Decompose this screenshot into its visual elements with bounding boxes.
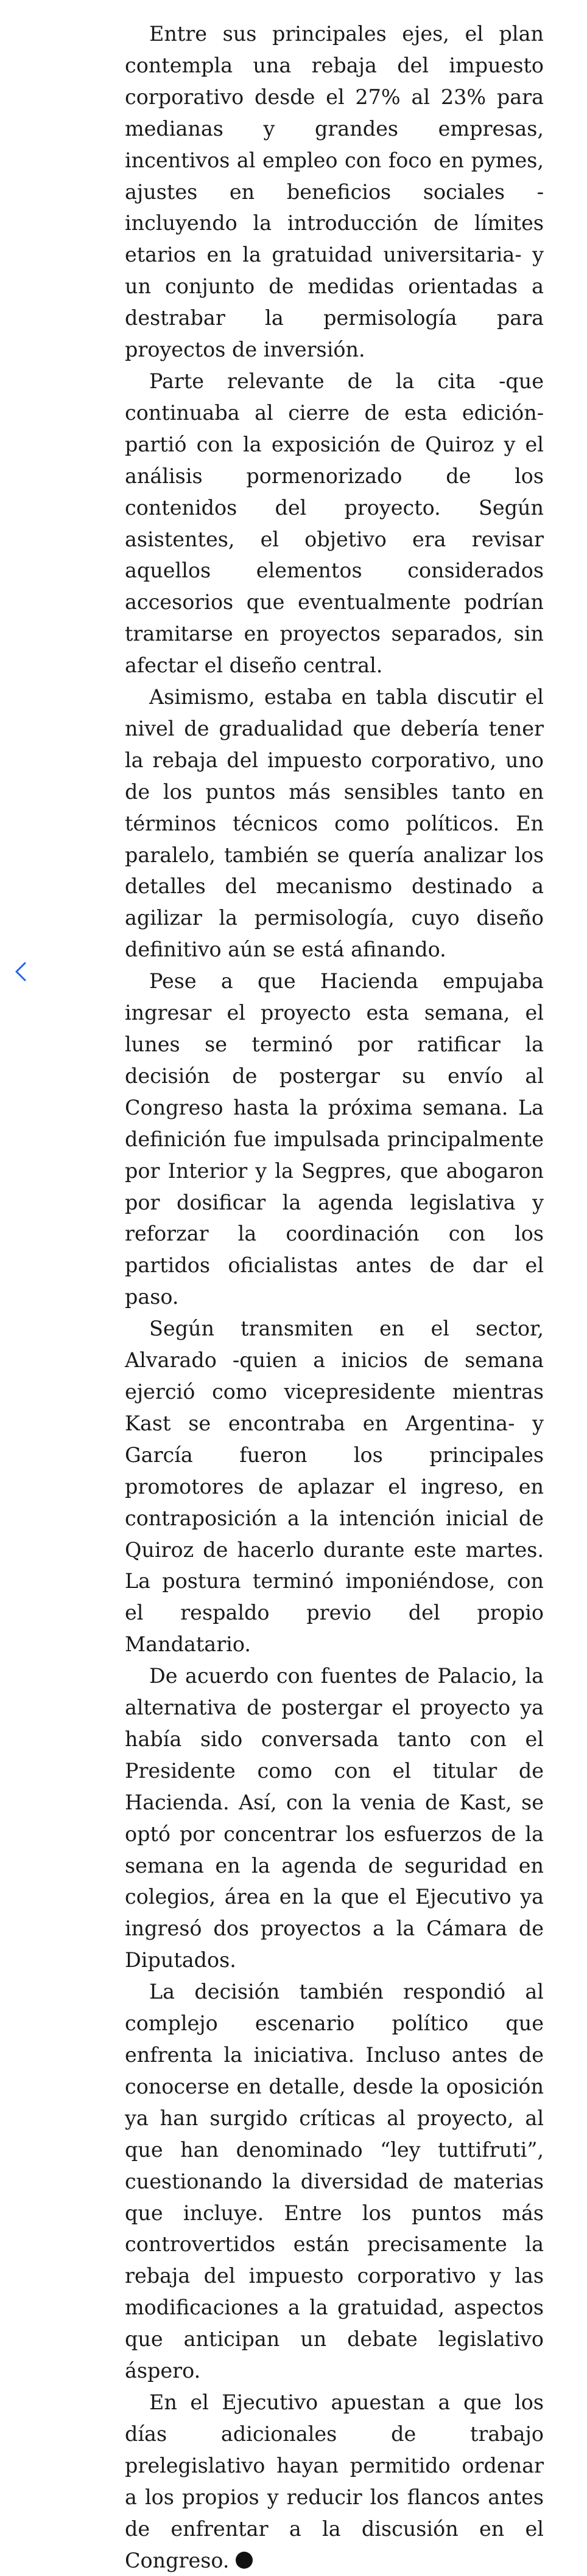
- back-button[interactable]: [10, 955, 32, 988]
- article-body: [125, 18, 544, 2576]
- article-paragraph: La decisión también respondió al complejo escenario político que enfrenta la iniciativa. Incluso antes de conocerse en detalle, desde la oposición ya han surgido críticas al proyecto, al que han denominado “ley tuttifruti”, cuestionando la diversidad de materias que incluye. Entre los puntos más controvertidos están precisamente la rebaja del impuesto corporativo y las modificaciones a la gratuidad, aspectos que anticipan un debate legislativo áspero.: [125, 1980, 544, 2383]
- article-paragraph-text: En el Ejecutivo apuestan a que los días adicionales de trabajo prelegislativo hayan permitido ordenar a los propios y reducir los flancos antes de enfrentar a la discusión en el Congreso.: [125, 2390, 544, 2572]
- article-paragraph: De acuerdo con fuentes de Palacio, la alternativa de postergar el proyecto ya había sido conversada tanto con el Presidente como con el titular de Hacienda. Así, con la venia de Kast, se optó por concentrar los esfuerzos de la semana en la agenda de seguridad en colegios, área en la que el Ejecutivo ya ingresó dos proyectos a la Cámara de Diputados.: [125, 1664, 544, 1972]
- article-paragraph: Entre sus principales ejes, el plan contempla una rebaja del impuesto corporativo desde el 27% al 23% para medianas y grandes empresas, incentivos al empleo con foco en pymes, ajustes en beneficios sociales -incluyendo la introducción de límites etarios en la gratuidad universitaria- y un conjunto de medidas orientadas a destrabar la permisología para proyectos de inversión.: [125, 22, 544, 362]
- chevron-left-icon: [14, 961, 27, 982]
- end-of-article-dot-icon: [236, 2552, 253, 2569]
- article-paragraph: Asimismo, estaba en tabla discutir el nivel de gradualidad que debería tener la rebaja del impuesto corporativo, uno de los puntos más sensibles tanto en términos técnicos como políticos. En paralelo, también se quería analizar los detalles del mecanismo destinado a agilizar la permisología, cuyo diseño definitivo aún se está afinando.: [125, 685, 544, 962]
- article-paragraph-last: [125, 2387, 544, 2576]
- article-paragraph: Pese a que Hacienda empujaba ingresar el proyecto esta semana, el lunes se terminó por ratificar la decisión de postergar su envío al Congreso hasta la próxima semana. La definición fue impulsada principalmente por Interior y la Segpres, que abogaron por dosificar la agenda legislativa y reforzar la coordinación con los partidos oficialistas antes de dar el paso.: [125, 969, 544, 1309]
- article-paragraph: Parte relevante de la cita -que continuaba al cierre de esta edición- partió con la exposición de Quiroz y el análisis pormenorizado de los contenidos del proyecto. Según asistentes, el objetivo era revisar aquellos elementos considerados accesorios que eventualmente podrían tramitarse en proyectos separados, sin afectar el diseño central.: [125, 369, 544, 678]
- article-paragraph: Según transmiten en el sector, Alvarado -quien a inicios de semana ejerció como vicepresidente mientras Kast se encontraba en Argentina- y García fueron los principales promotores de aplazar el ingreso, en contraposición a la intención inicial de Quiroz de hacerlo durante este martes. La postura terminó imponiéndose, con el respaldo previo del propio Mandatario.: [125, 1317, 544, 1657]
